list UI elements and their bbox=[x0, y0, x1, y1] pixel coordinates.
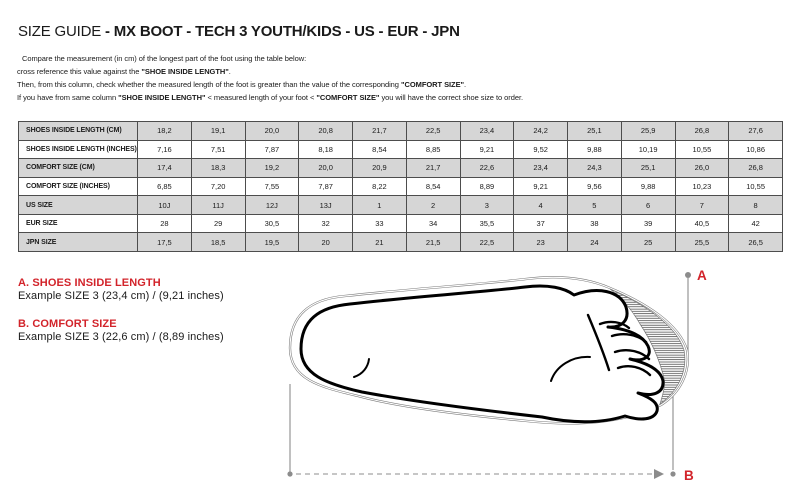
table-cell: 37 bbox=[514, 214, 568, 233]
table-cell: 9,52 bbox=[514, 140, 568, 159]
table-cell: 19,1 bbox=[191, 122, 245, 141]
table-cell: 7,87 bbox=[299, 177, 353, 196]
row-label: SHOES INSIDE LENGTH (INCHES) bbox=[19, 140, 138, 159]
table-cell: 22,5 bbox=[460, 233, 514, 252]
foot-diagram bbox=[270, 262, 710, 492]
table-cell: 20,0 bbox=[245, 122, 299, 141]
table-cell: 32 bbox=[299, 214, 353, 233]
table-cell: 25,9 bbox=[621, 122, 675, 141]
intro-text bbox=[17, 52, 523, 104]
table-cell: 6 bbox=[621, 196, 675, 215]
table-cell: 8,18 bbox=[299, 140, 353, 159]
page-title-bold: - MX BOOT - TECH 3 YOUTH/KIDS - US - EUR - JPN bbox=[104, 23, 460, 40]
page-title-regular: SIZE GUIDE bbox=[18, 23, 105, 40]
table-cell: 33 bbox=[353, 214, 407, 233]
table-cell: 22,6 bbox=[460, 159, 514, 178]
legend-a-heading: A. SHOES INSIDE LENGTH bbox=[18, 277, 161, 289]
table-cell: 34 bbox=[406, 214, 460, 233]
table-cell: 28 bbox=[138, 214, 192, 233]
table-cell: 25,5 bbox=[675, 233, 729, 252]
table-row bbox=[19, 122, 783, 141]
table-row bbox=[19, 196, 783, 215]
table-cell: 8,54 bbox=[406, 177, 460, 196]
table-cell: 17,5 bbox=[138, 233, 192, 252]
legend-b-heading: B. COMFORT SIZE bbox=[18, 318, 117, 330]
table-cell: 11J bbox=[191, 196, 245, 215]
table-cell: 10,86 bbox=[729, 140, 783, 159]
arrow-right-icon bbox=[654, 469, 664, 479]
row-label: EUR SIZE bbox=[19, 214, 138, 233]
table-cell: 7,51 bbox=[191, 140, 245, 159]
table-cell: 18,5 bbox=[191, 233, 245, 252]
table-cell: 5 bbox=[568, 196, 622, 215]
table-cell: 26,8 bbox=[675, 122, 729, 141]
table-cell: 26,5 bbox=[729, 233, 783, 252]
table-row bbox=[19, 233, 783, 252]
table-cell: 22,5 bbox=[406, 122, 460, 141]
legend-b-example: Example SIZE 3 (22,6 cm) / (8,89 inches) bbox=[18, 331, 224, 343]
table-cell: 23 bbox=[514, 233, 568, 252]
b-endpoint-dot bbox=[670, 471, 675, 476]
table-cell: 7,16 bbox=[138, 140, 192, 159]
table-cell: 21,5 bbox=[406, 233, 460, 252]
table-cell: 7,20 bbox=[191, 177, 245, 196]
table-cell: 30,5 bbox=[245, 214, 299, 233]
table-cell: 20,8 bbox=[299, 122, 353, 141]
table-cell: 7,87 bbox=[245, 140, 299, 159]
table-cell: 39 bbox=[621, 214, 675, 233]
table-cell: 26,8 bbox=[729, 159, 783, 178]
table-cell: 21,7 bbox=[353, 122, 407, 141]
table-cell: 27,6 bbox=[729, 122, 783, 141]
table-cell: 10J bbox=[138, 196, 192, 215]
row-label: US SIZE bbox=[19, 196, 138, 215]
row-label: JPN SIZE bbox=[19, 233, 138, 252]
table-cell: 24 bbox=[568, 233, 622, 252]
table-cell: 8,22 bbox=[353, 177, 407, 196]
table-cell: 18,2 bbox=[138, 122, 192, 141]
size-table-body bbox=[19, 122, 783, 252]
table-row bbox=[19, 214, 783, 233]
table-cell: 25,1 bbox=[621, 159, 675, 178]
table-cell: 8 bbox=[729, 196, 783, 215]
intro-line-3: Then, from this column, check whether the measured length of the foot is greater than the value of the corresponding "COMFORT SIZE". bbox=[17, 80, 467, 89]
diagram-label-a: A bbox=[697, 268, 707, 283]
table-cell: 38 bbox=[568, 214, 622, 233]
table-cell: 6,85 bbox=[138, 177, 192, 196]
table-cell: 23,4 bbox=[514, 159, 568, 178]
table-cell: 8,54 bbox=[353, 140, 407, 159]
table-cell: 8,85 bbox=[406, 140, 460, 159]
table-cell: 1 bbox=[353, 196, 407, 215]
table-cell: 17,4 bbox=[138, 159, 192, 178]
table-cell: 10,55 bbox=[675, 140, 729, 159]
table-cell: 29 bbox=[191, 214, 245, 233]
table-cell: 24,2 bbox=[514, 122, 568, 141]
table-cell: 25 bbox=[621, 233, 675, 252]
table-cell: 23,4 bbox=[460, 122, 514, 141]
intro-line-4: If you have from same column "SHOE INSIDE LENGTH" < measured length of your foot < "COMFORT SIZE" you will have the correct shoe size to order. bbox=[17, 93, 524, 102]
table-row bbox=[19, 140, 783, 159]
table-cell: 18,3 bbox=[191, 159, 245, 178]
table-cell: 9,21 bbox=[514, 177, 568, 196]
row-label: COMFORT SIZE (CM) bbox=[19, 159, 138, 178]
table-cell: 8,89 bbox=[460, 177, 514, 196]
table-row bbox=[19, 159, 783, 178]
table-cell: 20,0 bbox=[299, 159, 353, 178]
table-cell: 3 bbox=[460, 196, 514, 215]
table-cell: 9,56 bbox=[568, 177, 622, 196]
table-cell: 26,0 bbox=[675, 159, 729, 178]
table-cell: 13J bbox=[299, 196, 353, 215]
table-cell: 10,23 bbox=[675, 177, 729, 196]
table-cell: 20,9 bbox=[353, 159, 407, 178]
table-cell: 42 bbox=[729, 214, 783, 233]
table-cell: 7 bbox=[675, 196, 729, 215]
table-cell: 21 bbox=[353, 233, 407, 252]
page-title bbox=[18, 23, 460, 40]
heel-endpoint-dot bbox=[287, 471, 292, 476]
table-cell: 9,21 bbox=[460, 140, 514, 159]
table-cell: 35,5 bbox=[460, 214, 514, 233]
table-cell: 21,7 bbox=[406, 159, 460, 178]
table-cell: 7,55 bbox=[245, 177, 299, 196]
table-cell: 10,55 bbox=[729, 177, 783, 196]
diagram-label-b: B bbox=[684, 468, 694, 483]
legend-a-example: Example SIZE 3 (23,4 cm) / (9,21 inches) bbox=[18, 290, 224, 302]
table-row bbox=[19, 177, 783, 196]
intro-line-1: Compare the measurement (in cm) of the longest part of the foot using the table below: bbox=[22, 54, 307, 63]
intro-line-2: cross reference this value against the "SHOE INSIDE LENGTH". bbox=[17, 67, 231, 76]
table-cell: 4 bbox=[514, 196, 568, 215]
table-cell: 12J bbox=[245, 196, 299, 215]
table-cell: 9,88 bbox=[621, 177, 675, 196]
foot-outline bbox=[301, 286, 663, 422]
table-cell: 10,19 bbox=[621, 140, 675, 159]
table-cell: 40,5 bbox=[675, 214, 729, 233]
size-table bbox=[18, 121, 783, 252]
table-cell: 2 bbox=[406, 196, 460, 215]
row-label: COMFORT SIZE (INCHES) bbox=[19, 177, 138, 196]
table-cell: 25,1 bbox=[568, 122, 622, 141]
table-cell: 9,88 bbox=[568, 140, 622, 159]
table-cell: 19,2 bbox=[245, 159, 299, 178]
a-endpoint-dot bbox=[685, 272, 691, 278]
row-label: SHOES INSIDE LENGTH (CM) bbox=[19, 122, 138, 141]
table-cell: 20 bbox=[299, 233, 353, 252]
table-cell: 19,5 bbox=[245, 233, 299, 252]
table-cell: 24,3 bbox=[568, 159, 622, 178]
